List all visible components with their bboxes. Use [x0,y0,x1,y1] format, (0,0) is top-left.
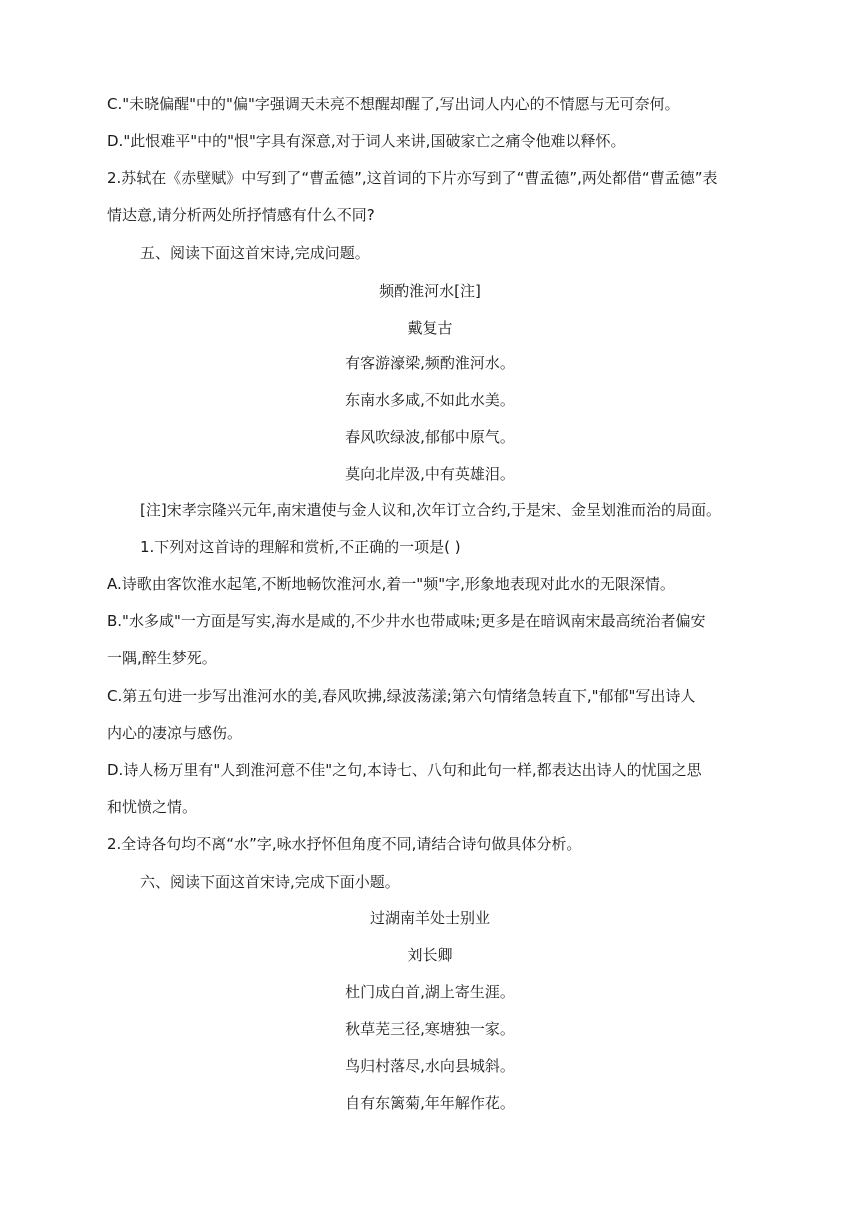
poem-1-note: [注]宋孝宗隆兴元年,南宋遣使与金人议和,次年订立合约,于是宋、金呈划淮而治的局面。 [140,501,722,519]
poem-1-line: 有客游濠梁,频酌淮河水。 [345,354,515,372]
poem-1-line: 莫向北岸汲,中有英雄泪。 [345,465,515,483]
option-c-line-1: C.第五句进一步写出淮河水的美,春风吹拂,绿波荡漾;第六句情绪急转直下,"郁郁"写出诗人 [107,687,696,705]
question-2: 2.全诗各句均不离“水”字,咏水抒怀但角度不同,请结合诗句做具体分析。 [107,835,582,853]
option-c-line-2: 内心的凄凉与感伤。 [107,724,243,742]
question-1: 1.下列对这首诗的理解和赏析,不正确的一项是( ) [140,538,461,556]
poem-2-line: 秋草芜三径,寒塘独一家。 [345,1020,515,1038]
option-d-line-2: 和忧愤之情。 [107,798,198,816]
section-6-heading: 六、阅读下面这首宋诗,完成下面小题。 [140,873,400,891]
poem-1-title: 频酌淮河水[注] [379,282,481,300]
poem-2-title: 过湖南羊处士别业 [369,909,490,927]
option-c-prev: C."未晓偏醒"中的"偏"字强调天未亮不想醒却醒了,写出词人内心的不情愿与无可奈何。 [107,95,680,113]
option-d-prev: D."此恨难平"中的"恨"字具有深意,对于词人来讲,国破家亡之痛令他难以释怀。 [107,132,626,150]
poem-2-line: 自有东篱菊,年年解作花。 [345,1094,515,1112]
option-b-line-2: 一隅,醉生梦死。 [107,649,217,667]
section-5-heading: 五、阅读下面这首宋诗,完成问题。 [140,244,370,262]
question-2-prev-line-2: 情达意,请分析两处所抒情感有什么不同? [107,206,375,224]
poem-2-author: 刘长卿 [407,946,453,964]
option-d-line-1: D.诗人杨万里有"人到淮河意不佳"之句,本诗七、八句和此句一样,都表达出诗人的忧国之思 [107,761,702,779]
option-b-line-1: B."水多咸"一方面是写实,海水是咸的,不少井水也带咸味;更多是在暗讽南宋最高统治者偏安 [107,612,706,630]
poem-1-line: 春风吹绿波,郁郁中原气。 [345,428,515,446]
poem-1-line: 东南水多咸,不如此水美。 [345,391,515,409]
poem-1-author: 戴复古 [407,319,453,337]
poem-2-line: 鸟归村落尽,水向县城斜。 [345,1057,515,1075]
poem-2-line: 杜门成白首,湖上寄生涯。 [345,983,515,1001]
option-a: A.诗歌由客饮淮水起笔,不断地畅饮淮河水,着一"频"字,形象地表现对此水的无限深情。 [107,575,675,593]
question-2-prev-line-1: 2.苏轼在《赤壁赋》中写到了“曹孟德”,这首词的下片亦写到了“曹孟德”,两处都借“曹孟德”表 [107,169,718,187]
